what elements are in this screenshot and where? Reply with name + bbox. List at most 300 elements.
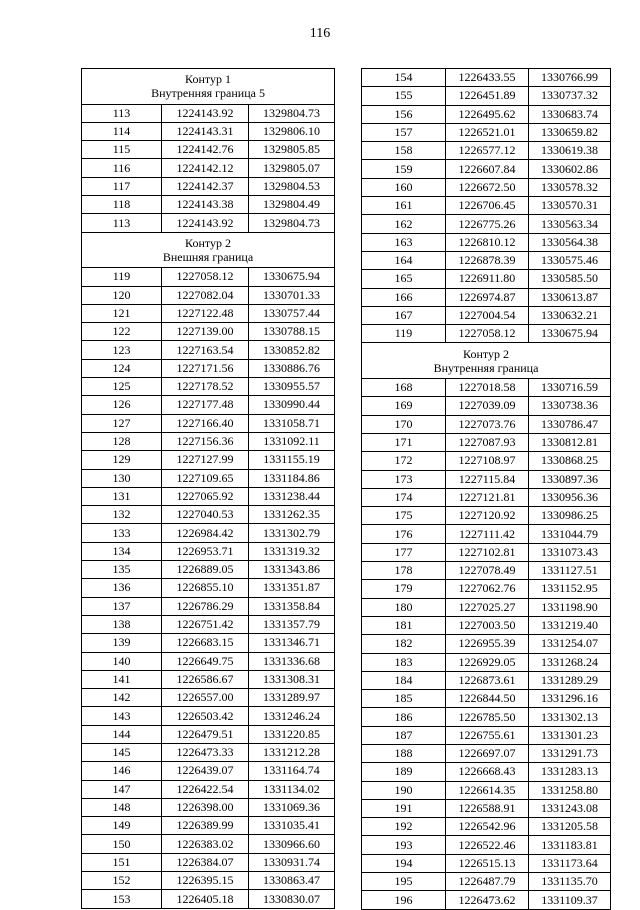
page-number: 116: [309, 26, 331, 41]
y-coordinate-cell: 1331319.32: [249, 542, 335, 560]
x-coordinate-cell: 1226855.10: [162, 579, 249, 597]
point-number-cell: 182: [362, 635, 446, 653]
section-header-row: [82, 69, 335, 105]
table-row: [82, 159, 335, 177]
point-number-cell: 154: [362, 69, 446, 87]
x-coordinate-cell: 1226668.43: [446, 763, 529, 781]
table-row: [82, 652, 335, 670]
point-number-cell: 149: [82, 817, 162, 835]
point-number-cell: 152: [82, 872, 162, 890]
table-row: [82, 487, 335, 505]
x-coordinate-cell: 1227058.12: [162, 268, 249, 286]
table-body: [362, 69, 611, 910]
point-number-cell: 138: [82, 615, 162, 633]
table-row: [362, 415, 611, 433]
y-coordinate-cell: 1330897.36: [529, 470, 611, 488]
point-number-cell: 153: [82, 890, 162, 908]
x-coordinate-cell: 1227082.04: [162, 286, 249, 304]
point-number-cell: 188: [362, 744, 446, 762]
table-row: [82, 432, 335, 450]
point-number-cell: 122: [82, 323, 162, 341]
x-coordinate-cell: 1227177.48: [162, 396, 249, 414]
table-row: [82, 707, 335, 725]
point-number-cell: 113: [82, 104, 162, 122]
point-number-cell: 116: [82, 159, 162, 177]
y-coordinate-cell: 1331243.08: [529, 799, 611, 817]
y-coordinate-cell: 1330737.32: [529, 87, 611, 105]
point-number-cell: 133: [82, 524, 162, 542]
point-number-cell: 180: [362, 598, 446, 616]
table-row: [82, 286, 335, 304]
x-coordinate-cell: 1226649.75: [162, 652, 249, 670]
y-coordinate-cell: 1331069.36: [249, 798, 335, 816]
y-coordinate-cell: 1330619.38: [529, 142, 611, 160]
y-coordinate-cell: 1331238.44: [249, 487, 335, 505]
x-coordinate-cell: 1227040.53: [162, 506, 249, 524]
x-coordinate-cell: 1224142.12: [162, 159, 249, 177]
y-coordinate-cell: 1331301.23: [529, 726, 611, 744]
table-row: [362, 105, 611, 123]
y-coordinate-cell: 1330675.94: [529, 325, 611, 343]
table-row: [362, 598, 611, 616]
table-row: [362, 726, 611, 744]
x-coordinate-cell: 1226405.18: [162, 890, 249, 908]
point-number-cell: 126: [82, 396, 162, 414]
table-row: [82, 780, 335, 798]
x-coordinate-cell: 1227120.92: [446, 507, 529, 525]
x-coordinate-cell: 1226389.99: [162, 817, 249, 835]
point-number-cell: 195: [362, 873, 446, 891]
x-coordinate-cell: 1227171.56: [162, 359, 249, 377]
y-coordinate-cell: 1331358.84: [249, 597, 335, 615]
point-number-cell: 139: [82, 634, 162, 652]
table-row: [362, 488, 611, 506]
table-row: [362, 160, 611, 178]
y-coordinate-cell: 1330830.07: [249, 890, 335, 908]
y-coordinate-cell: 1330613.87: [529, 288, 611, 306]
point-number-cell: 162: [362, 215, 446, 233]
point-number-cell: 151: [82, 853, 162, 871]
x-coordinate-cell: 1227163.54: [162, 341, 249, 359]
table-row: [362, 251, 611, 269]
point-number-cell: 121: [82, 304, 162, 322]
y-coordinate-cell: 1330812.81: [529, 433, 611, 451]
x-coordinate-cell: 1226473.62: [446, 891, 529, 909]
contour-title: Контур 1: [185, 72, 231, 87]
point-number-cell: 137: [82, 597, 162, 615]
table-row: [362, 873, 611, 891]
y-coordinate-cell: 1331302.13: [529, 708, 611, 726]
point-number-cell: 150: [82, 835, 162, 853]
table-row: [362, 635, 611, 653]
y-coordinate-cell: 1330986.25: [529, 507, 611, 525]
x-coordinate-cell: 1226984.42: [162, 524, 249, 542]
point-number-cell: 160: [362, 178, 446, 196]
table-row: [362, 397, 611, 415]
x-coordinate-cell: 1226503.42: [162, 707, 249, 725]
y-coordinate-cell: 1330701.33: [249, 286, 335, 304]
point-number-cell: 155: [362, 87, 446, 105]
table-row: [362, 616, 611, 634]
boundary-title: Внутренняя граница: [433, 360, 539, 375]
table-row: [362, 433, 611, 451]
y-coordinate-cell: 1330632.21: [529, 306, 611, 324]
y-coordinate-cell: 1330757.44: [249, 304, 335, 322]
point-number-cell: 148: [82, 798, 162, 816]
point-number-cell: 143: [82, 707, 162, 725]
x-coordinate-cell: 1226706.45: [446, 197, 529, 215]
x-coordinate-cell: 1227058.12: [446, 325, 529, 343]
y-coordinate-cell: 1331183.81: [529, 836, 611, 854]
point-number-cell: 118: [82, 196, 162, 214]
x-coordinate-cell: 1226953.71: [162, 542, 249, 560]
y-coordinate-cell: 1330786.47: [529, 415, 611, 433]
point-number-cell: 158: [362, 142, 446, 160]
table-row: [82, 196, 335, 214]
x-coordinate-cell: 1226614.35: [446, 781, 529, 799]
table-row: [362, 854, 611, 872]
point-number-cell: 183: [362, 653, 446, 671]
point-number-cell: 176: [362, 525, 446, 543]
x-coordinate-cell: 1226588.91: [446, 799, 529, 817]
y-coordinate-cell: 1330659.82: [529, 123, 611, 141]
y-coordinate-cell: 1330955.57: [249, 378, 335, 396]
y-coordinate-cell: 1331302.79: [249, 524, 335, 542]
x-coordinate-cell: 1227062.76: [446, 580, 529, 598]
x-coordinate-cell: 1226479.51: [162, 725, 249, 743]
x-coordinate-cell: 1224143.31: [162, 122, 249, 140]
y-coordinate-cell: 1331219.40: [529, 616, 611, 634]
point-number-cell: 113: [82, 214, 162, 232]
y-coordinate-cell: 1330602.86: [529, 160, 611, 178]
x-coordinate-cell: 1227122.48: [162, 304, 249, 322]
y-coordinate-cell: 1331296.16: [529, 690, 611, 708]
table-row: [82, 304, 335, 322]
contour-title: Контур 2: [185, 235, 231, 250]
x-coordinate-cell: 1226422.54: [162, 780, 249, 798]
table-row: [82, 615, 335, 633]
boundary-title: Внутренняя граница 5: [151, 86, 265, 101]
y-coordinate-cell: 1330863.47: [249, 872, 335, 890]
x-coordinate-cell: 1226521.01: [446, 123, 529, 141]
y-coordinate-cell: 1331289.29: [529, 671, 611, 689]
point-number-cell: 193: [362, 836, 446, 854]
table-row: [82, 359, 335, 377]
section-header-row: [82, 232, 335, 268]
x-coordinate-cell: 1226697.07: [446, 744, 529, 762]
table-row: [82, 177, 335, 195]
point-number-cell: 120: [82, 286, 162, 304]
table-row: [362, 306, 611, 324]
x-coordinate-cell: 1227004.54: [446, 306, 529, 324]
point-number-cell: 177: [362, 543, 446, 561]
y-coordinate-cell: 1331262.35: [249, 506, 335, 524]
table-body: [82, 69, 335, 909]
table-row: [362, 142, 611, 160]
x-coordinate-cell: 1226755.61: [446, 726, 529, 744]
table-row: [362, 69, 611, 87]
y-coordinate-cell: 1330585.50: [529, 270, 611, 288]
point-number-cell: 194: [362, 854, 446, 872]
y-coordinate-cell: 1330766.99: [529, 69, 611, 87]
table-row: [82, 524, 335, 542]
point-number-cell: 157: [362, 123, 446, 141]
point-number-cell: 189: [362, 763, 446, 781]
x-coordinate-cell: 1226873.61: [446, 671, 529, 689]
table-row: [362, 671, 611, 689]
y-coordinate-cell: 1330788.15: [249, 323, 335, 341]
contour-title: Контур 2: [463, 346, 509, 361]
x-coordinate-cell: 1226577.12: [446, 142, 529, 160]
table-row: [82, 743, 335, 761]
y-coordinate-cell: 1331246.24: [249, 707, 335, 725]
y-coordinate-cell: 1329804.73: [249, 214, 335, 232]
x-coordinate-cell: 1226439.07: [162, 762, 249, 780]
y-coordinate-cell: 1330570.31: [529, 197, 611, 215]
x-coordinate-cell: 1227108.97: [446, 452, 529, 470]
x-coordinate-cell: 1226487.79: [446, 873, 529, 891]
y-coordinate-cell: 1329804.73: [249, 104, 335, 122]
point-number-cell: 191: [362, 799, 446, 817]
y-coordinate-cell: 1331291.73: [529, 744, 611, 762]
y-coordinate-cell: 1331357.79: [249, 615, 335, 633]
table-row: [362, 507, 611, 525]
y-coordinate-cell: 1331198.90: [529, 598, 611, 616]
y-coordinate-cell: 1331254.07: [529, 635, 611, 653]
x-coordinate-cell: 1226515.13: [446, 854, 529, 872]
x-coordinate-cell: 1227039.09: [446, 397, 529, 415]
x-coordinate-cell: 1226607.84: [446, 160, 529, 178]
point-number-cell: 130: [82, 469, 162, 487]
point-number-cell: 146: [82, 762, 162, 780]
point-number-cell: 144: [82, 725, 162, 743]
point-number-cell: 161: [362, 197, 446, 215]
section-header-row: [362, 343, 611, 379]
x-coordinate-cell: 1227109.65: [162, 469, 249, 487]
table-row: [82, 104, 335, 122]
point-number-cell: 163: [362, 233, 446, 251]
table-row: [362, 379, 611, 397]
table-row: [362, 744, 611, 762]
table-row: [82, 762, 335, 780]
y-coordinate-cell: 1329806.10: [249, 122, 335, 140]
point-number-cell: 190: [362, 781, 446, 799]
point-number-cell: 184: [362, 671, 446, 689]
section-header: [82, 69, 335, 105]
x-coordinate-cell: 1226751.42: [162, 615, 249, 633]
y-coordinate-cell: 1331220.85: [249, 725, 335, 743]
x-coordinate-cell: 1227111.42: [446, 525, 529, 543]
table-row: [82, 414, 335, 432]
x-coordinate-cell: 1227102.81: [446, 543, 529, 561]
table-row: [362, 233, 611, 251]
point-number-cell: 156: [362, 105, 446, 123]
y-coordinate-cell: 1331173.64: [529, 854, 611, 872]
table-row: [82, 798, 335, 816]
x-coordinate-cell: 1226433.55: [446, 69, 529, 87]
y-coordinate-cell: 1329805.07: [249, 159, 335, 177]
point-number-cell: 115: [82, 141, 162, 159]
point-number-cell: 187: [362, 726, 446, 744]
x-coordinate-cell: 1226683.15: [162, 634, 249, 652]
point-number-cell: 159: [362, 160, 446, 178]
table-row: [82, 122, 335, 140]
table-row: [362, 123, 611, 141]
table-row: [82, 835, 335, 853]
y-coordinate-cell: 1331127.51: [529, 562, 611, 580]
x-coordinate-cell: 1226786.29: [162, 597, 249, 615]
point-number-cell: 128: [82, 432, 162, 450]
x-coordinate-cell: 1226775.26: [446, 215, 529, 233]
point-number-cell: 181: [362, 616, 446, 634]
x-coordinate-cell: 1227078.49: [446, 562, 529, 580]
table-row: [82, 561, 335, 579]
x-coordinate-cell: 1227178.52: [162, 378, 249, 396]
y-coordinate-cell: 1331268.24: [529, 653, 611, 671]
y-coordinate-cell: 1330738.36: [529, 397, 611, 415]
point-number-cell: 169: [362, 397, 446, 415]
y-coordinate-cell: 1330931.74: [249, 853, 335, 871]
y-coordinate-cell: 1331289.97: [249, 689, 335, 707]
x-coordinate-cell: 1227139.00: [162, 323, 249, 341]
table-row: [362, 708, 611, 726]
point-number-cell: 174: [362, 488, 446, 506]
x-coordinate-cell: 1226955.39: [446, 635, 529, 653]
y-coordinate-cell: 1331343.86: [249, 561, 335, 579]
table-row: [362, 215, 611, 233]
x-coordinate-cell: 1226878.39: [446, 251, 529, 269]
table-row: [82, 396, 335, 414]
x-coordinate-cell: 1226451.89: [446, 87, 529, 105]
table-row: [362, 87, 611, 105]
x-coordinate-cell: 1226495.62: [446, 105, 529, 123]
table-row: [82, 853, 335, 871]
coordinates-table-right: [361, 68, 611, 910]
table-row: [82, 597, 335, 615]
point-number-cell: 173: [362, 470, 446, 488]
point-number-cell: 165: [362, 270, 446, 288]
point-number-cell: 117: [82, 177, 162, 195]
x-coordinate-cell: 1226929.05: [446, 653, 529, 671]
table-row: [362, 836, 611, 854]
x-coordinate-cell: 1226672.50: [446, 178, 529, 196]
y-coordinate-cell: 1331212.28: [249, 743, 335, 761]
point-number-cell: 124: [82, 359, 162, 377]
x-coordinate-cell: 1227018.58: [446, 379, 529, 397]
point-number-cell: 136: [82, 579, 162, 597]
table-row: [362, 799, 611, 817]
table-row: [82, 817, 335, 835]
x-coordinate-cell: 1224143.38: [162, 196, 249, 214]
point-number-cell: 119: [362, 325, 446, 343]
point-number-cell: 142: [82, 689, 162, 707]
x-coordinate-cell: 1226473.33: [162, 743, 249, 761]
table-row: [362, 781, 611, 799]
table-row: [82, 579, 335, 597]
y-coordinate-cell: 1331283.13: [529, 763, 611, 781]
y-coordinate-cell: 1330563.34: [529, 215, 611, 233]
table-row: [362, 690, 611, 708]
x-coordinate-cell: 1224142.76: [162, 141, 249, 159]
point-number-cell: 123: [82, 341, 162, 359]
y-coordinate-cell: 1331044.79: [529, 525, 611, 543]
table-row: [362, 270, 611, 288]
x-coordinate-cell: 1226383.02: [162, 835, 249, 853]
y-coordinate-cell: 1331135.70: [529, 873, 611, 891]
y-coordinate-cell: 1330868.25: [529, 452, 611, 470]
point-number-cell: 145: [82, 743, 162, 761]
table-row: [82, 506, 335, 524]
y-coordinate-cell: 1331258.80: [529, 781, 611, 799]
table-row: [362, 818, 611, 836]
point-number-cell: 170: [362, 415, 446, 433]
y-coordinate-cell: 1330578.32: [529, 178, 611, 196]
table-row: [82, 469, 335, 487]
table-row: [362, 763, 611, 781]
y-coordinate-cell: 1330852.82: [249, 341, 335, 359]
x-coordinate-cell: 1226586.67: [162, 670, 249, 688]
y-coordinate-cell: 1330675.94: [249, 268, 335, 286]
y-coordinate-cell: 1329804.53: [249, 177, 335, 195]
y-coordinate-cell: 1330990.44: [249, 396, 335, 414]
x-coordinate-cell: 1226785.50: [446, 708, 529, 726]
x-coordinate-cell: 1224142.37: [162, 177, 249, 195]
table-row: [82, 214, 335, 232]
x-coordinate-cell: 1226522.46: [446, 836, 529, 854]
y-coordinate-cell: 1331205.58: [529, 818, 611, 836]
table-row: [82, 341, 335, 359]
y-coordinate-cell: 1331308.31: [249, 670, 335, 688]
x-coordinate-cell: 1227087.93: [446, 433, 529, 451]
point-number-cell: 172: [362, 452, 446, 470]
x-coordinate-cell: 1226542.96: [446, 818, 529, 836]
x-coordinate-cell: 1227003.50: [446, 616, 529, 634]
table-row: [362, 178, 611, 196]
boundary-title: Внешняя граница: [162, 249, 254, 264]
y-coordinate-cell: 1329805.85: [249, 141, 335, 159]
x-coordinate-cell: 1227127.99: [162, 451, 249, 469]
point-number-cell: 114: [82, 122, 162, 140]
point-number-cell: 119: [82, 268, 162, 286]
section-header: [362, 343, 611, 379]
point-number-cell: 192: [362, 818, 446, 836]
x-coordinate-cell: 1227121.81: [446, 488, 529, 506]
coordinates-table-left: [81, 68, 335, 909]
point-number-cell: 178: [362, 562, 446, 580]
point-number-cell: 135: [82, 561, 162, 579]
table-row: [362, 325, 611, 343]
table-row: [362, 580, 611, 598]
y-coordinate-cell: 1330564.38: [529, 233, 611, 251]
y-coordinate-cell: 1330716.59: [529, 379, 611, 397]
x-coordinate-cell: 1227065.92: [162, 487, 249, 505]
x-coordinate-cell: 1227166.40: [162, 414, 249, 432]
y-coordinate-cell: 1330886.76: [249, 359, 335, 377]
point-number-cell: 171: [362, 433, 446, 451]
table-row: [82, 725, 335, 743]
y-coordinate-cell: 1331346.71: [249, 634, 335, 652]
x-coordinate-cell: 1226810.12: [446, 233, 529, 251]
y-coordinate-cell: 1329804.49: [249, 196, 335, 214]
table-row: [362, 470, 611, 488]
y-coordinate-cell: 1330575.46: [529, 251, 611, 269]
point-number-cell: 185: [362, 690, 446, 708]
table-row: [82, 689, 335, 707]
x-coordinate-cell: 1226384.07: [162, 853, 249, 871]
y-coordinate-cell: 1331092.11: [249, 432, 335, 450]
y-coordinate-cell: 1331134.02: [249, 780, 335, 798]
y-coordinate-cell: 1331152.95: [529, 580, 611, 598]
